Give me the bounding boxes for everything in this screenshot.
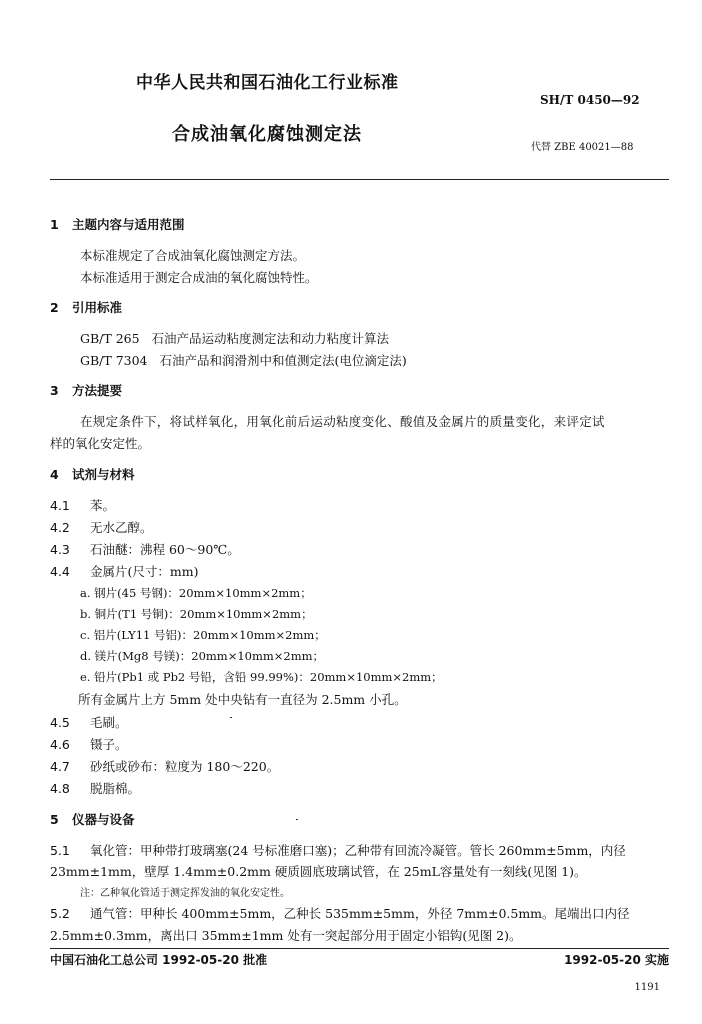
scan-speck	[230, 717, 232, 718]
reference-title: 石油产品和润滑剂中和值测定法(电位滴定法)	[159, 353, 407, 368]
metal-specimen-item: e. 铅片(Pb1 或 Pb2 号铅，含铅 99.99%)：20mm×10mm×2mm；	[80, 670, 443, 684]
section-1-line: 本标准规定了合成油氧化腐蚀测定方法。	[80, 248, 306, 263]
approval-line: 中国石油化工总公司 1992-05-20 批准	[50, 953, 268, 967]
reference-item	[80, 329, 389, 347]
clause-item: 4.4 金属片(尺寸：mm)	[50, 564, 199, 579]
clause-5-2-line: 2.5mm±0.3mm，离出口 35mm±1mm 处有一突起部分用于固定小铝钩(见图 2)。	[50, 928, 522, 943]
clause-item: 4.1 苯。	[50, 498, 116, 513]
scan-speck	[296, 819, 298, 820]
page-number: 1191	[634, 982, 660, 993]
standard-body: 中华人民共和国石油化工行业标准	[136, 73, 399, 93]
section-2-heading: 2 引用标准	[50, 300, 123, 315]
effective-date: 1992-05-20 实施	[564, 953, 669, 967]
section-4-heading: 4 试剂与材料	[50, 467, 135, 482]
clause-5-1-line: 5.1 氧化管：甲种带打玻璃塞(24 号标准磨口塞)；乙种带有回流冷凝管。管长 260mm±5mm，内径	[50, 843, 626, 858]
replaces-note: 代替 ZBE 40021—88	[531, 142, 634, 153]
clause-item: 4.6 镊子。	[50, 737, 128, 752]
clause-item: 4.5 毛刷。	[50, 715, 128, 730]
section-3-line: 在规定条件下，将试样氧化，用氧化前后运动粘度变化、酸值及金属片的质量变化，来评定试	[80, 414, 605, 429]
reference-code: GB/T 265	[80, 331, 140, 346]
section-1-line: 本标准适用于测定合成油的氧化腐蚀特性。	[80, 270, 318, 285]
clause-item: 4.3 石油醚：沸程 60～90℃。	[50, 542, 240, 557]
metal-specimen-item: a. 钢片(45 号钢)：20mm×10mm×2mm；	[80, 586, 312, 600]
section-1-heading: 1 主题内容与适用范围	[50, 217, 185, 232]
section-3-heading: 3 方法提要	[50, 383, 123, 398]
standard-code: SH/T 0450—92	[540, 93, 640, 107]
clause-item: 4.2 无水乙醇。	[50, 520, 153, 535]
metal-specimen-item: d. 镁片(Mg8 号镁)：20mm×10mm×2mm；	[80, 649, 325, 663]
clause-note: 注：乙种氧化管适于测定挥发油的氧化安定性。	[80, 888, 290, 899]
clause-5-1-line: 23mm±1mm，壁厚 1.4mm±0.2mm 硬质圆底玻璃试管，在 25mL容量处有一刻线(见图 1)。	[50, 864, 587, 879]
header-rule	[50, 179, 669, 180]
reference-item	[80, 351, 407, 369]
section-5-heading: 5 仪器与设备	[50, 812, 135, 827]
reference-title: 石油产品运动粘度测定法和动力粘度计算法	[151, 331, 389, 346]
metal-specimen-item: b. 铜片(T1 号铜)：20mm×10mm×2mm；	[80, 607, 313, 621]
document-title: 合成油氧化腐蚀测定法	[172, 124, 362, 145]
reference-code: GB/T 7304	[80, 353, 148, 368]
clause-item: 4.7 砂纸或砂布：粒度为 180～220。	[50, 759, 280, 774]
clause-5-2-line: 5.2 通气管：甲种长 400mm±5mm，乙种长 535mm±5mm，外径 7mm±0.5mm。尾端出口内径	[50, 906, 630, 921]
metal-specimen-item: c. 铝片(LY11 号铝)：20mm×10mm×2mm；	[80, 628, 326, 642]
clause-item: 4.8 脱脂棉。	[50, 781, 141, 796]
hole-note: 所有金属片上方 5mm 处中央钻有一直径为 2.5mm 小孔。	[78, 692, 407, 707]
footer-rule	[50, 948, 669, 949]
section-3-line: 样的氧化安定性。	[50, 436, 151, 451]
